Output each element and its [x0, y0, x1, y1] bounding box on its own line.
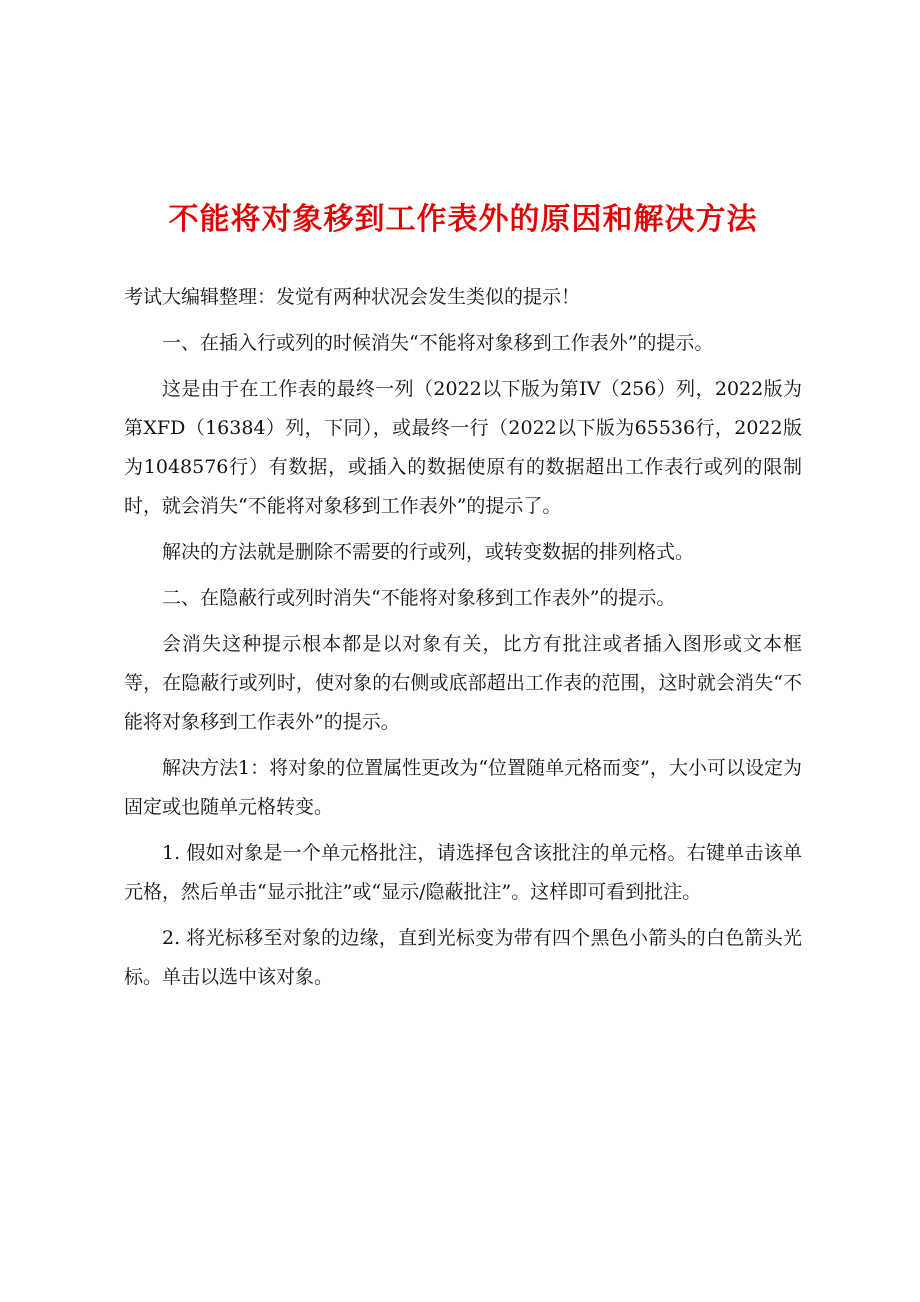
- section-two-heading: 二、在隐蔽行或列时消失“不能将对象移到工作表外”的提示。: [162, 587, 676, 609]
- intro-paragraph: 考试大编辑整理：发觉有两种状况会发生类似的提示！: [124, 286, 581, 308]
- section-one-explanation: 这是由于在工作表的最终一列（2022以下版为第IV（256）列，2022版为第XFD（16384）列，下同），或最终一行（2022以下版为65536行，2022版为1048576行）有数据，或插入的数据使原有的数据超出工作表行或列的限制时，就会消失“不能将对象移到工作表外”的提示了。: [124, 378, 802, 517]
- solution-method-one: 解决方法1：将对象的位置属性更改为“位置随单元格而变”，大小可以设定为固定或也随单元格转变。: [124, 757, 802, 818]
- document-title: 不能将对象移到工作表外的原因和解决方法: [168, 202, 758, 237]
- step-one: 1. 假如对象是一个单元格批注，请选择包含该批注的单元格。右键单击该单元格，然后单击“显示批注”或“显示/隐蔽批注”。这样即可看到批注。: [124, 842, 802, 903]
- step-two: 2. 将光标移至对象的边缘，直到光标变为带有四个黑色小箭头的白色箭头光标。单击以选中该对象。: [124, 927, 802, 988]
- section-two-explanation: 会消失这种提示根本都是以对象有关，比方有批注或者插入图形或文本框等，在隐蔽行或列时，使对象的右侧或底部超出工作表的范围，这时就会消失“不能将对象移到工作表外”的提示。: [124, 633, 802, 733]
- section-one-heading: 一、在插入行或列的时候消失“不能将对象移到工作表外”的提示。: [162, 332, 714, 354]
- section-one-solution: 解决的方法就是删除不需要的行或列，或转变数据的排列格式。: [162, 541, 695, 563]
